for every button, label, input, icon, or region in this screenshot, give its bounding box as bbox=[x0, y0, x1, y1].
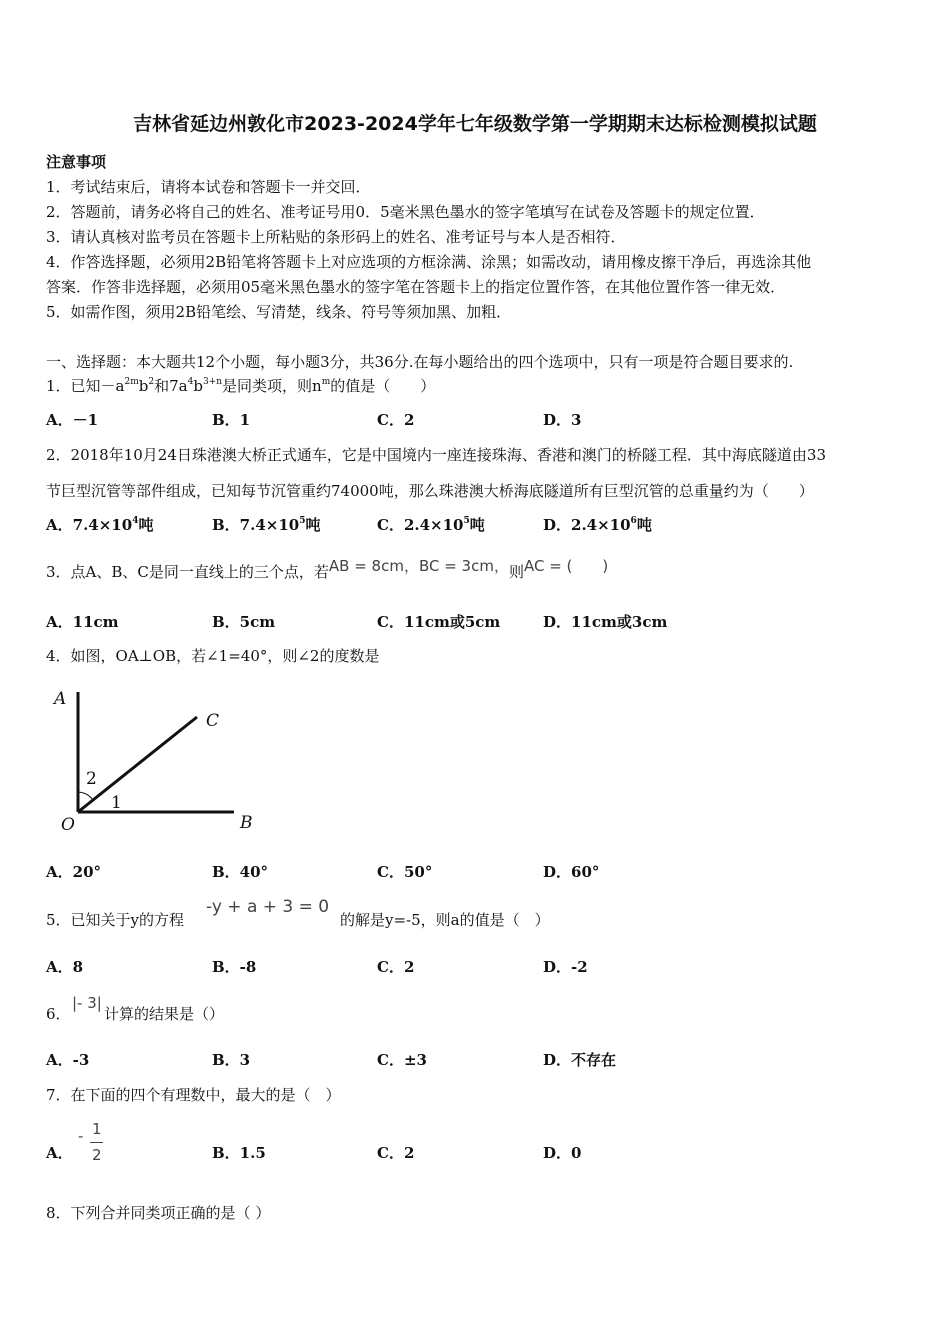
question-5-suffix: 的解是y=-5，则a的值是（ ） bbox=[340, 911, 550, 929]
q4-option-b: B．40° bbox=[212, 863, 269, 881]
label-angle-2: 2 bbox=[86, 769, 97, 789]
question-8: 8．下列合并同类项正确的是（ ） bbox=[46, 1204, 271, 1222]
q2-option-c: C．$2.4\times 10^5$吨 bbox=[377, 516, 485, 534]
q1-option-c: C．2 bbox=[377, 411, 415, 429]
section-heading: 一、选择题：本大题共12个小题，每小题3分，共36分.在每小题给出的四个选项中，只有一项是符合题目要求的. bbox=[46, 353, 794, 371]
q6-option-a: A．-3 bbox=[46, 1051, 90, 1069]
q3-option-c: C．11cm或5cm bbox=[377, 613, 501, 631]
question-5-prefix: 5．已知关于y的方程 bbox=[46, 911, 185, 929]
notice-item: 5．如需作图，须用2B铅笔绘、写清楚，线条、符号等须加黑、加粗． bbox=[46, 303, 512, 321]
label-angle-1: 1 bbox=[111, 793, 122, 813]
question-1: 1．已知$-a^{2m}b^2$和$7a^4b^{3+n}$是同类项，则$n^m$的值是（ ） bbox=[46, 377, 436, 395]
q7-minus-sign: - bbox=[78, 1127, 84, 1145]
q6-equation: |- 3| bbox=[72, 994, 102, 1012]
q7-fraction-denominator: 2 bbox=[92, 1146, 102, 1164]
question-2-line1: 2．2018年10月24日珠港澳大桥正式通车，它是中国境内一座连接珠海、香港和澳门的桥隧工程．其中海底隧道由33 bbox=[46, 446, 826, 464]
q5-option-a: A．8 bbox=[46, 958, 84, 976]
q6-option-b: B．3 bbox=[212, 1051, 251, 1069]
q6-option-d: D．不存在 bbox=[543, 1051, 617, 1069]
q3-option-a: A．11cm bbox=[46, 613, 119, 631]
q7-fraction-bar bbox=[90, 1142, 103, 1143]
q7-option-b: B．1.5 bbox=[212, 1144, 266, 1162]
question-2-line2: 节巨型沉管等部件组成，已知每节沉管重约74000吨，那么珠港澳大桥海底隧道所有巨型沉管的总重量约为（ ） bbox=[46, 482, 814, 500]
q7-option-c: C．2 bbox=[377, 1144, 415, 1162]
q3-equation-ask: AC = ( ) bbox=[523, 557, 609, 575]
q3-option-b: B．5cm bbox=[212, 613, 276, 631]
q4-option-d: D．60° bbox=[543, 863, 600, 881]
q2-option-d: D．$2.4\times 10^6$吨 bbox=[543, 516, 652, 534]
q2-option-b: B．$7.4\times 10^5$吨 bbox=[212, 516, 321, 534]
question-3: 3．点A、B、C是同一直线上的三个点，若AB = 8cm，BC = 3cm，则AC = ( ) bbox=[46, 557, 609, 581]
q6-option-c: C．±3 bbox=[377, 1051, 427, 1069]
q1-option-a: A．－1 bbox=[46, 411, 99, 429]
question-6-number: 6． bbox=[46, 1005, 71, 1023]
q4-option-c: C．50° bbox=[377, 863, 433, 881]
notice-item: 3．请认真核对监考员在答题卡上所粘贴的条形码上的姓名、准考证号与本人是否相符． bbox=[46, 228, 626, 246]
ray-oc bbox=[78, 717, 197, 812]
question-6-text: 计算的结果是（） bbox=[104, 1005, 225, 1023]
notice-heading: 注意事项 bbox=[46, 153, 107, 171]
notice-item: 1．考试结束后，请将本试卷和答题卡一并交回． bbox=[46, 178, 371, 196]
q5-equation: -y + a + 3 = 0 bbox=[206, 897, 330, 917]
label-a: A bbox=[54, 689, 67, 709]
q4-option-a: A．20° bbox=[46, 863, 102, 881]
question-4: 4．如图，OA⊥OB，若∠1=40°，则∠2的度数是 bbox=[46, 647, 380, 665]
notice-item: 2．答题前，请务必将自己的姓名、准考证号用0．5毫米黑色墨水的签字笔填写在试卷及答题卡的规定位置． bbox=[46, 203, 765, 221]
q1-option-d: D．3 bbox=[543, 411, 582, 429]
q3-equation-given: AB = 8cm，BC = 3cm， bbox=[328, 557, 509, 575]
label-b: B bbox=[240, 813, 253, 833]
q3-option-d: D．11cm或3cm bbox=[543, 613, 668, 631]
q5-option-d: D．-2 bbox=[543, 958, 588, 976]
angle-figure bbox=[40, 680, 280, 840]
q7-fraction-numerator: 1 bbox=[92, 1120, 102, 1138]
q7-option-d: D．0 bbox=[543, 1144, 582, 1162]
label-c: C bbox=[206, 711, 220, 731]
q5-option-b: B．-8 bbox=[212, 958, 257, 976]
question-7: 7．在下面的四个有理数中，最大的是（ ） bbox=[46, 1086, 341, 1104]
page-title: 吉林省延边州敦化市2023-2024学年七年级数学第一学期期末达标检测模拟试题 bbox=[133, 113, 817, 135]
q5-option-c: C．2 bbox=[377, 958, 415, 976]
notice-item: 答案．作答非选择题，必须用05毫米黑色墨水的签字笔在答题卡上的指定位置作答，在其他位置作答一律无效． bbox=[46, 278, 786, 296]
q2-option-a: A．$7.4\times 10^4$吨 bbox=[46, 516, 154, 534]
label-o: O bbox=[61, 815, 75, 835]
angle-arc bbox=[78, 792, 93, 800]
q1-option-b: B．1 bbox=[212, 411, 251, 429]
q7-option-a-label: A． bbox=[46, 1144, 73, 1162]
notice-item: 4．作答选择题，必须用2B铅笔将答题卡上对应选项的方框涂满、涂黑；如需改动，请用橡皮擦干净后，再选涂其他 bbox=[46, 253, 812, 271]
